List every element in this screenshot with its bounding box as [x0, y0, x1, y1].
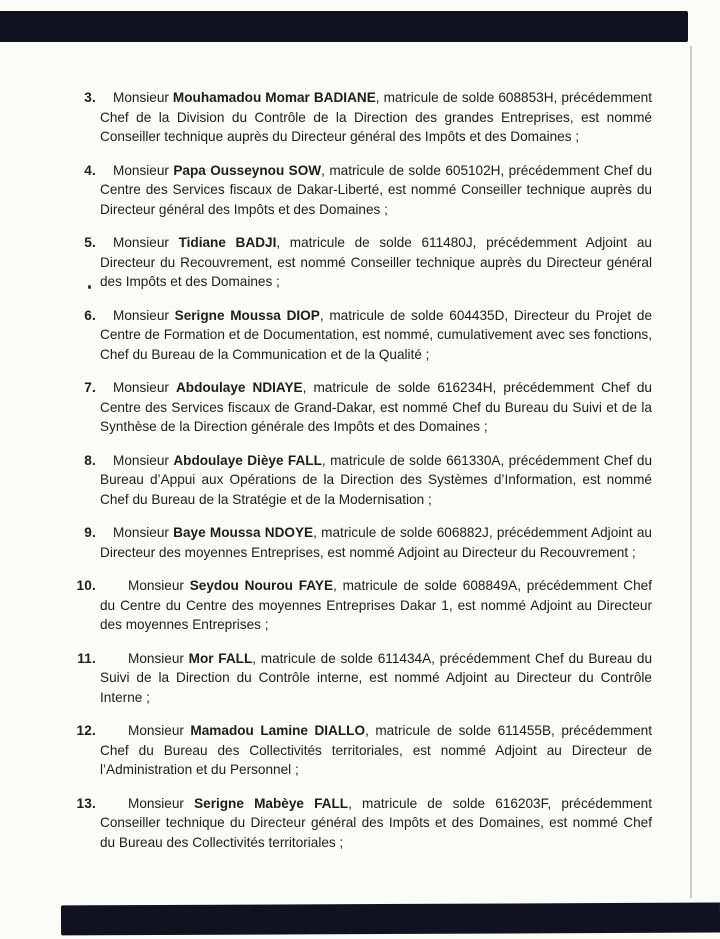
- appointment-item: [84, 306, 653, 365]
- appointment-details: , matricule de solde 608849A, précédemment Chef du Centre du Centre des moyennes Entreprises Dakar 1, est nommé Adjoint au Directeur des moyennes Entreprises ;: [100, 578, 652, 632]
- appointment-item: [84, 233, 652, 292]
- person-name: Serigne Mabèye FALL: [194, 795, 349, 811]
- person-name: Mamadou Lamine DIALLO: [190, 723, 366, 738]
- item-number: 10.: [76, 578, 96, 593]
- appointment-details: , matricule de solde 661330A, précédemment Chef du Bureau d’Appui aux Opérations de la Direction des Systèmes d’Information, est nommé Chef du Bureau de la Stratégie et de la Modernisation ;: [100, 452, 653, 507]
- appointment-list: [76, 88, 653, 866]
- item-number: 8.: [84, 452, 96, 468]
- item-number: 7.: [84, 380, 96, 395]
- appointment-item: [84, 378, 652, 437]
- appointment-item: [84, 88, 652, 147]
- appointment-details: , matricule de solde 616234H, précédemment Chef du Centre des Services fiscaux de Grand-Dakar, est nommé Chef du Bureau du Suivi et de la Synthèse de la Direction générale des Impôts et des Domaines ;: [100, 380, 652, 434]
- appointment-details: , matricule de solde 611434A, précédemment Chef du Bureau du Suivi de la Direction du Contrôle interne, est nommé Adjoint au Directeur du Contrôle Interne ;: [100, 650, 653, 705]
- appointment-details: , matricule de solde 605102H, précédemment Chef du Centre des Services fiscaux de Dakar-Liberté, est nommé Conseiller technique auprès du Directeur général des Impôts et des Domaines ;: [100, 162, 653, 217]
- appointment-item: [76, 721, 652, 780]
- person-name: Papa Ousseynou SOW: [173, 162, 322, 178]
- appointment-details: , matricule de solde 604435D, Directeur du Projet de Centre de Formation et de Documentation, est nommé, cumulativement avec ses fonctions, Chef du Bureau de la Communication et de la Qualité ;: [100, 307, 653, 362]
- appointment-item: [76, 576, 652, 635]
- person-name: Serigne Moussa DIOP: [174, 307, 320, 323]
- person-name: Mouhamadou Momar BADIANE: [172, 90, 376, 105]
- person-name: Baye Moussa NDOYE: [173, 525, 314, 540]
- item-number: 9.: [84, 525, 96, 540]
- person-name: Tidiane BADJI: [178, 235, 277, 250]
- salutation: Monsieur: [113, 90, 173, 105]
- salutation: Monsieur: [128, 578, 190, 593]
- item-number: 5.: [84, 235, 96, 250]
- salutation: Monsieur: [113, 452, 174, 468]
- scan-artifact-right-edge-line: [690, 46, 692, 898]
- salutation: Monsieur: [128, 723, 191, 738]
- appointment-item: [84, 451, 653, 510]
- appointment-details: , matricule de solde 608853H, précédemment Chef de la Division du Contrôle de la Direction des grandes Entreprises, est nommé Conseiller technique auprès du Directeur général des Impôts et des Domaines ;: [100, 90, 652, 144]
- appointment-details: , matricule de solde 616203F, précédemment Conseiller technique du Directeur général des Impôts et des Domaines, est nommé Chef du Bureau des Collectivités territoriales ;: [100, 795, 652, 850]
- item-number: 13.: [76, 795, 96, 811]
- appointment-item: [84, 161, 653, 220]
- appointment-details: , matricule de solde 611480J, précédemment Adjoint au Directeur du Recouvrement, est nommé Conseiller technique auprès du Directeur général des Impôts et des Domaines ;: [100, 235, 652, 289]
- appointment-details: , matricule de solde 606882J, précédemment Adjoint au Directeur des moyennes Entreprises, est nommé Adjoint au Directeur du Recouvrement ;: [100, 525, 652, 560]
- person-name: Abdoulaye NDIAYE: [175, 380, 303, 395]
- item-number: 12.: [76, 723, 96, 738]
- appointment-item: [84, 523, 652, 562]
- person-name: Mor FALL: [188, 650, 253, 666]
- item-number: 11.: [77, 650, 96, 666]
- appointment-details: , matricule de solde 611455B, précédemment Chef du Bureau des Collectivités territoriales, est nommé Adjoint au Directeur de l’Administration et du Personnel ;: [100, 723, 652, 777]
- scan-speckle: [88, 285, 91, 289]
- item-number: 6.: [84, 307, 96, 323]
- person-name: Seydou Nourou FAYE: [189, 578, 334, 593]
- person-name: Abdoulaye Dièye FALL: [173, 452, 322, 468]
- item-number: 3.: [84, 90, 96, 105]
- appointment-item: [77, 649, 653, 708]
- salutation: Monsieur: [113, 307, 175, 323]
- appointment-item: [76, 794, 652, 853]
- salutation: Monsieur: [128, 795, 195, 811]
- salutation: Monsieur: [128, 650, 189, 666]
- salutation: Monsieur: [113, 162, 174, 178]
- salutation: Monsieur: [113, 235, 179, 250]
- salutation: Monsieur: [113, 525, 174, 540]
- item-number: 4.: [84, 162, 96, 178]
- salutation: Monsieur: [113, 380, 176, 395]
- scan-artifact-top-bar: [0, 11, 688, 42]
- scan-artifact-bottom-bar: [61, 903, 720, 936]
